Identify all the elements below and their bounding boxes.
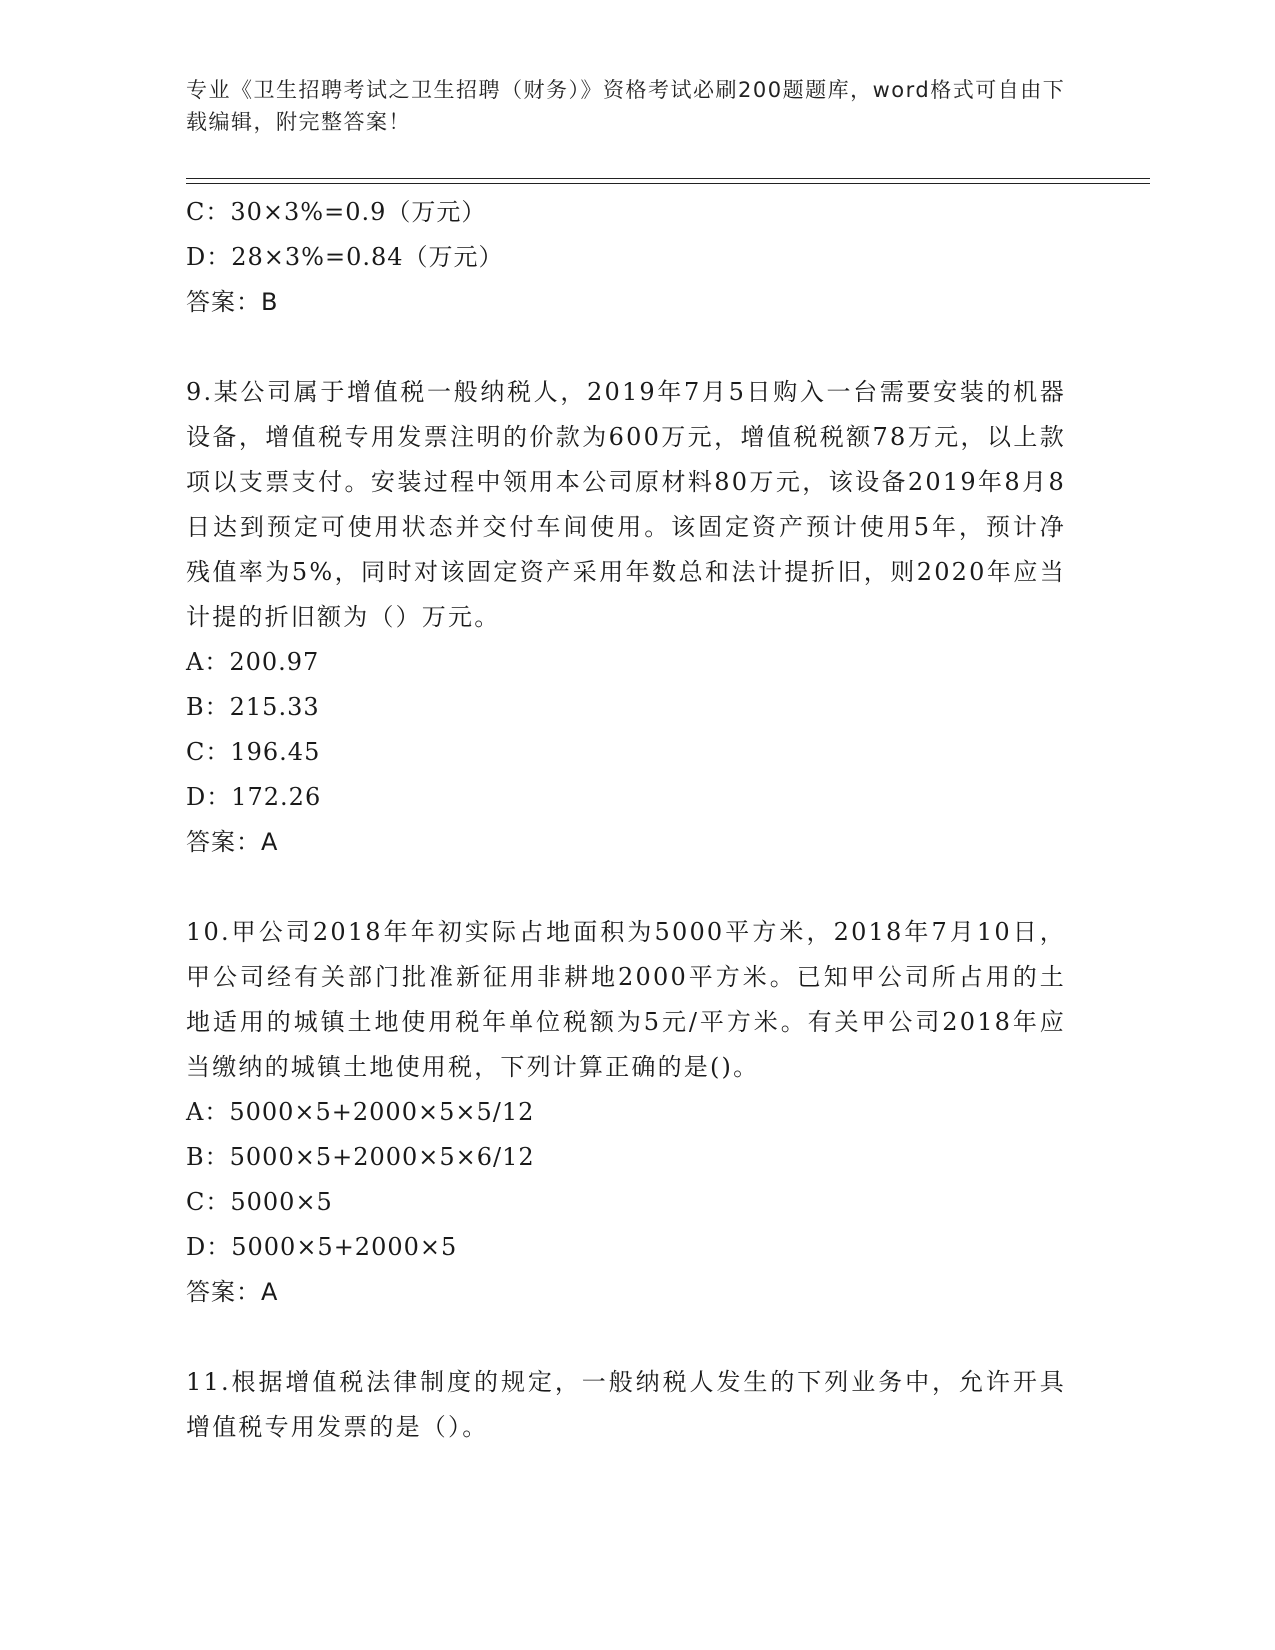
spacer	[186, 325, 1066, 370]
option-d: D：172.26	[186, 783, 322, 811]
question-8-continued	[186, 190, 1066, 325]
document-header: 专业《卫生招聘考试之卫生招聘（财务）》资格考试必刷200题题库，word格式可自由下载编辑，附完整答案！	[186, 78, 1066, 134]
option-a: A：5000×5+2000×5×5/12	[186, 1098, 535, 1126]
option-b: B：215.33	[186, 693, 320, 721]
option-a: A：200.97	[186, 648, 320, 676]
option-c: C：30×3%=0.9（万元）	[186, 198, 487, 226]
question-11	[186, 1360, 1066, 1450]
option-d: D：5000×5+2000×5	[186, 1233, 458, 1261]
question-10	[186, 910, 1066, 1315]
question-text: 9.某公司属于增值税一般纳税人，2019年7月5日购入一台需要安装的机器设备，增值税专用发票注明的价款为600万元，增值税税额78万元，以上款项以支票支付。安装过程中领用本公司原材料80万元，该设备2019年8月8日达到预定可使用状态并交付车间使用。该固定资产预计使用5年，预计净残值率为5%，同时对该固定资产采用年数总和法计提折旧，则2020年应当计提的折旧额为（）万元。	[186, 378, 1066, 631]
header-divider-top	[186, 178, 1150, 179]
answer-line: 答案：B	[186, 288, 279, 316]
option-d: D：28×3%=0.84（万元）	[186, 243, 504, 271]
answer-line: 答案：A	[186, 828, 279, 856]
spacer	[186, 865, 1066, 910]
document-body	[186, 190, 1066, 1450]
answer-line: 答案：A	[186, 1278, 279, 1306]
header-divider-bottom	[186, 183, 1150, 184]
option-c: C：196.45	[186, 738, 321, 766]
question-text: 11.根据增值税法律制度的规定，一般纳税人发生的下列业务中，允许开具增值税专用发票的是（）。	[186, 1368, 1066, 1441]
option-b: B：5000×5+2000×5×6/12	[186, 1143, 535, 1171]
option-c: C：5000×5	[186, 1188, 333, 1216]
spacer	[186, 1315, 1066, 1360]
question-9	[186, 370, 1066, 865]
question-text: 10.甲公司2018年年初实际占地面积为5000平方米，2018年7月10日，甲公司经有关部门批准新征用非耕地2000平方米。已知甲公司所占用的土地适用的城镇土地使用税年单位税额为5元/平方米。有关甲公司2018年应当缴纳的城镇土地使用税，下列计算正确的是()。	[186, 918, 1066, 1081]
